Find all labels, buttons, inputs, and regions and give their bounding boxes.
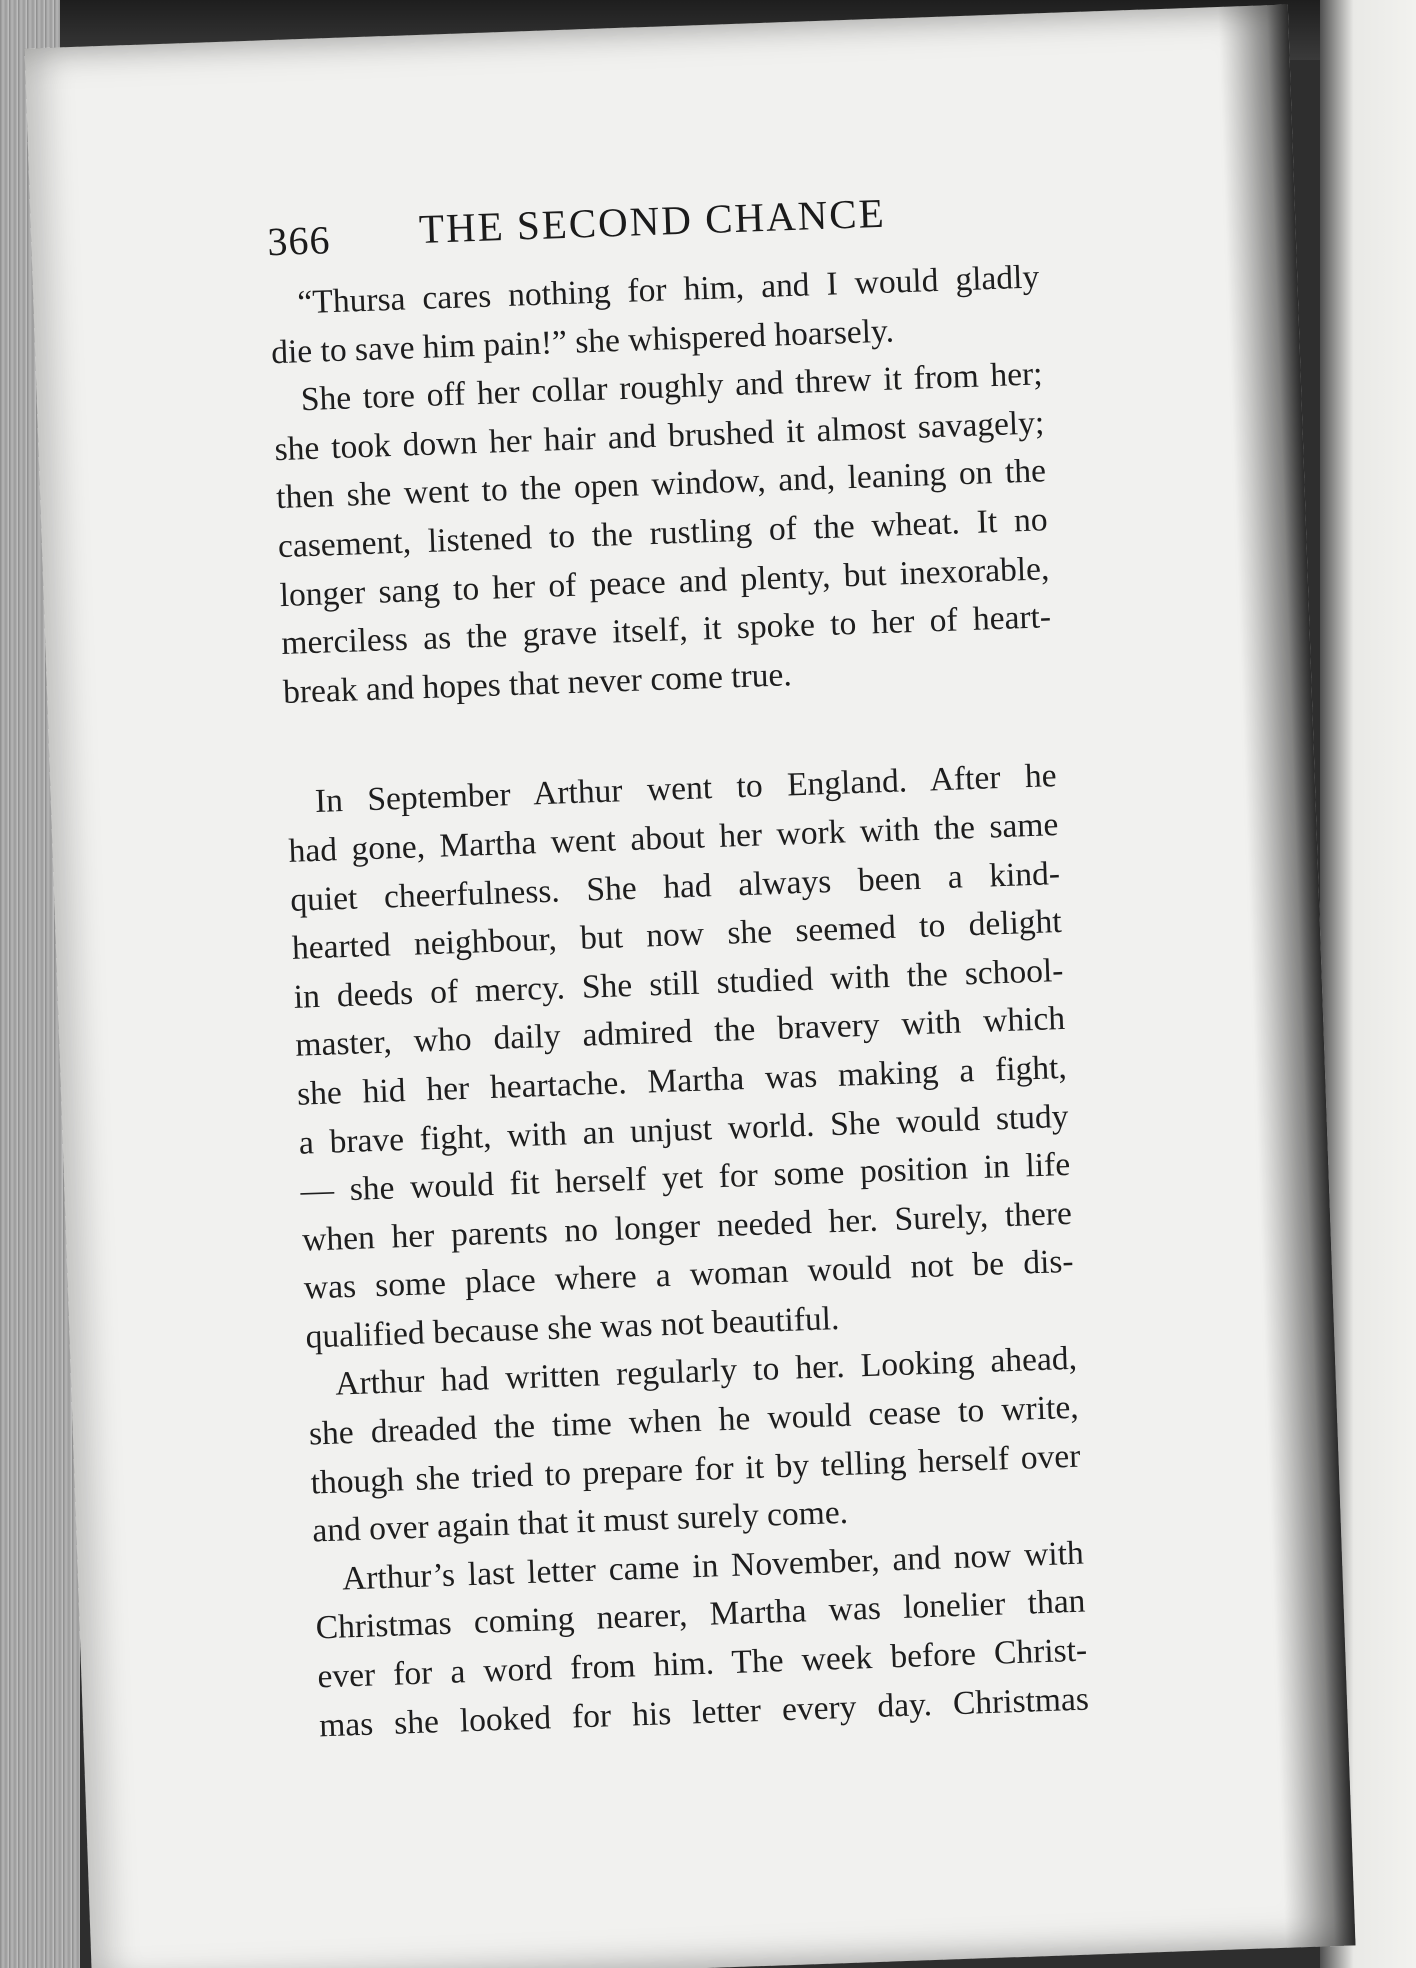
text-line: casement, listened to the rustling of the wheat. It no [277, 501, 1049, 566]
text-line: ever for a word from him. The week before Christ- [316, 1631, 1088, 1696]
text-line: master, who daily admired the bravery with which [294, 1000, 1066, 1065]
paragraph [313, 1529, 1089, 1750]
text-line: merciless as the grave itself, it spoke to her of heart- [280, 598, 1052, 663]
paragraph [307, 1335, 1083, 1556]
page-number: 366 [266, 217, 332, 265]
text-line: “Thursa cares nothing for him, and I would gladly [296, 258, 1040, 322]
paragraph [286, 752, 1076, 1362]
text-line: die to save him pain!” she whispered hoarsely. [270, 312, 895, 371]
text-line: when her parents no longer needed her. Surely, there [301, 1194, 1073, 1259]
text-line: quiet cheerfulness. She had always been a kind- [289, 854, 1061, 919]
text-line: in deeds of mercy. She still studied with the school- [293, 951, 1064, 1016]
text-line: and over again that it must surely come. [311, 1494, 849, 1550]
text-line: was some place where a woman would not be dis- [303, 1243, 1075, 1307]
text-line: Arthur’s last letter came in November, and now with [341, 1534, 1085, 1598]
text-line: break and hopes that never come true. [282, 656, 793, 711]
text-line: In September Arthur went to England. After he [314, 757, 1058, 821]
text-line: — she would fit herself yet for some position in life [299, 1145, 1071, 1210]
text-line: longer sang to her of peace and plenty, but inexorable, [279, 549, 1050, 614]
running-head: THE SECOND CHANCE [418, 189, 887, 252]
text-line: had gone, Martha went about her work with the same [288, 805, 1059, 870]
text-line: though she tried to prepare for it by telling herself over [310, 1437, 1081, 1502]
book-page [24, 5, 1355, 1968]
text-line: hearted neighbour, but now she seemed to delight [291, 903, 1063, 967]
text-line: she hid her heartache. Martha was making a fight, [296, 1048, 1068, 1113]
text-line: mas she looked for his letter every day. Christmas [318, 1680, 1090, 1744]
text-line: she took down her hair and brushed it almost savagely; [273, 404, 1045, 468]
text-line: qualified because she was not beautiful. [304, 1299, 840, 1356]
text-line: she dreaded the time when he would cease to write, [308, 1388, 1080, 1453]
paragraph [272, 351, 1053, 718]
body-text [269, 253, 1090, 1750]
text-line: then she went to the open window, and, leaning on the [275, 452, 1047, 517]
text-line: She tore off her collar roughly and threw it from her; [300, 355, 1044, 419]
text-line: Christmas coming nearer, Martha was lonelier than [315, 1583, 1086, 1647]
text-line: Arthur had written regularly to her. Looking ahead, [334, 1340, 1078, 1404]
text-line: a brave fight, with an unjust world. She would study [298, 1097, 1070, 1162]
